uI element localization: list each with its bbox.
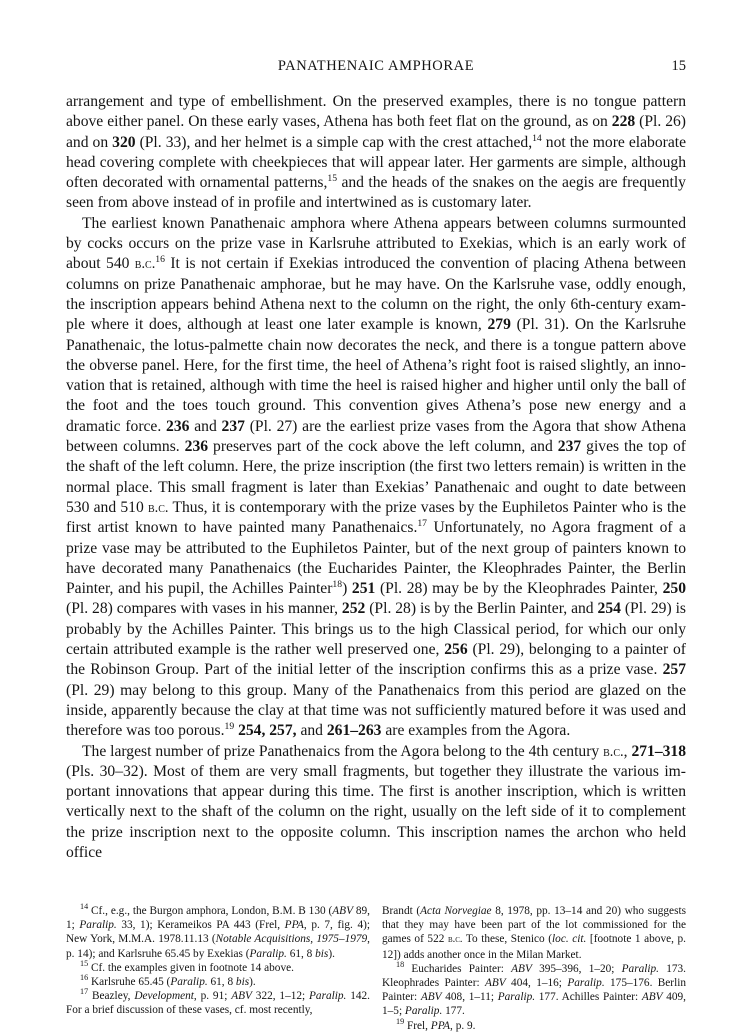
fn-text: 409, 1–5; xyxy=(382,991,686,1018)
text-run: (Pl. 27) are the earliest prize vases from the Agora that show Athena between columns. xyxy=(66,417,686,456)
fn-italic: ABV xyxy=(332,905,353,917)
text-run: (Pl. 29) may belong to this group. Many of the Panathenaics from this period are glazed on the inside, apparently because the clay at that time was not sufficiently matured before it was used and therefore was too porous. xyxy=(66,681,686,740)
catalogue-number: 271–318 xyxy=(631,742,687,760)
catalogue-number: 236 xyxy=(184,438,209,456)
fn-text: Beazley, xyxy=(88,990,135,1003)
fn-text: , p. 14); and Karlsruhe 65.45 by Exekias ( xyxy=(66,933,370,960)
catalogue-number: 257 xyxy=(662,661,686,679)
text-run: Thus, it is contemporary with the prize vases by the Euphiletos Painter who is the first artist known to have painted many Panathenaics. xyxy=(66,498,686,537)
fn-text: 404, 1–16; xyxy=(505,977,568,990)
fn-italic: Acta Norvegiae xyxy=(420,905,492,917)
fn-text: 61, 8 xyxy=(286,947,316,960)
fn-text: 33, 1); Kerameikos PA 443 (Frel, xyxy=(116,919,285,932)
fn-text: 177. Achilles Painter: xyxy=(535,991,642,1004)
text-run: (Pl. 28) compares with vases in his manner, xyxy=(66,600,342,618)
text-run: It is not certain if Exekias introduced the convention of placing Athena between columns on prize Panathenaic amphorae, but he may have. On the Karlsruhe vase, oddly enough, the inscription appears behind Athena next to the column on the right, the only 6th-century example where it does, although at least one later example is known, xyxy=(66,255,686,334)
catalogue-number: 254, 257, xyxy=(238,722,297,740)
fn-italic: Paralip. xyxy=(497,991,536,1004)
text-run: (Pl. 33), and her helmet is a simple cap with the crest attached, xyxy=(135,133,533,151)
text-run: , xyxy=(623,742,632,760)
text-run: Unfortunately, no Agora fragment of a prize vase may be attributed to the Euphiletos Painter, but of the next group of painters known to have decorated many Panathenaics (the Eucharides Painter, the Kleophrades Painter, the Berlin Painter, and his pupil, the Achilles Painter xyxy=(66,519,686,598)
footnote-number: 14 xyxy=(80,902,89,912)
fn-italic: Paralip. xyxy=(170,976,208,989)
fn-text: To these, Stenico ( xyxy=(462,933,553,946)
fn-text: Brandt ( xyxy=(382,905,421,917)
fn-italic: bis xyxy=(315,947,329,960)
fn-text: 177. xyxy=(442,1005,465,1018)
catalogue-number: 237 xyxy=(557,438,582,456)
fn-text: 322, 1–12; xyxy=(251,990,310,1003)
footnote-ref: 18 xyxy=(332,578,343,590)
footnote-14 xyxy=(66,904,370,961)
text-run: preserves part of the cock above the left column, and xyxy=(208,438,558,456)
fn-italic: loc. cit. xyxy=(552,933,587,946)
fn-italic: ABV xyxy=(484,977,506,990)
catalogue-number: 251 xyxy=(351,580,376,598)
era-abbrev: b.c. xyxy=(603,743,624,760)
footnote-18 xyxy=(382,962,686,1019)
paragraph-3 xyxy=(66,742,686,864)
era-abbrev: b.c. xyxy=(447,934,463,946)
footnote-column-right xyxy=(382,904,686,1033)
fn-text: ). xyxy=(328,947,335,960)
text-run: arrangement and type of embellishment. On the preserved examples, there is no tongue pattern above either panel. On these early vases, Athena has both feet flat on the ground, as on xyxy=(66,93,686,131)
catalogue-number: 236 xyxy=(166,417,190,435)
fn-italic: Paralip. xyxy=(404,1005,443,1018)
footnote-ref: 17 xyxy=(417,518,427,530)
text-run: The earliest known Panathenaic amphora where Athena appears between columns surmounted by cocks occurs on the prize vase in Karlsruhe attributed to Exekias, which is an early work of about 540 xyxy=(66,214,686,273)
text-run: and xyxy=(296,722,327,740)
fn-text: ). xyxy=(249,976,256,989)
body-text xyxy=(66,92,686,863)
footnote-17 xyxy=(66,989,370,1017)
fn-italic: ABV xyxy=(641,991,663,1004)
running-head xyxy=(66,58,686,78)
catalogue-number: 256 xyxy=(444,641,468,659)
fn-text: [footnote 1 above, p. 12]) adds another once in the Milan Market. xyxy=(382,933,686,961)
paragraph-1 xyxy=(66,92,686,214)
fn-text: Frel, xyxy=(404,1019,431,1032)
fn-italic: Paralip. xyxy=(309,990,347,1003)
footnote-19 xyxy=(382,1016,686,1033)
paragraph-2 xyxy=(66,214,686,742)
page-number: 15 xyxy=(671,58,686,74)
fn-text: , p. 7, fig. 4); New York, M.M.A. 1978.11.13 ( xyxy=(66,919,370,946)
fn-text: Cf. the examples given in footnote 14 above. xyxy=(88,961,294,974)
fn-italic: PPA xyxy=(284,919,304,932)
text-run: not the more elaborate head covering complete with cheekpieces that will appear later. Her garments are simple, although often decorated with ornamental patterns, xyxy=(66,133,686,192)
fn-italic: Paralip. xyxy=(79,919,117,932)
footnote-ref: 15 xyxy=(327,173,338,184)
catalogue-number: 250 xyxy=(662,580,686,598)
fn-italic: Paralip. xyxy=(567,977,605,990)
fn-text: Cf., e.g., the Burgon amphora, London, B.M. B 130 ( xyxy=(88,905,333,917)
text-run: are examples from the Agora. xyxy=(381,722,571,740)
footnote-ref: 16 xyxy=(155,254,165,266)
fn-italic: Paralip. xyxy=(249,947,287,960)
fn-text: Eucharides Painter: xyxy=(404,962,512,975)
fn-text: , p. 91; xyxy=(193,990,232,1003)
fn-italic: Paralip. xyxy=(621,962,659,975)
text-run: and xyxy=(189,417,222,435)
footnote-number: 16 xyxy=(80,973,89,983)
fn-text: 89, 1; xyxy=(66,905,370,932)
fn-text: 395–396, 1–20; xyxy=(531,962,622,975)
footnote-ref: 14 xyxy=(532,132,542,144)
fn-text: 142. For a brief discussion of these vases, cf. most recently, xyxy=(66,990,370,1017)
text-run: (Pl. 28) may be by the Kleophrades Painter, xyxy=(375,580,663,598)
fn-text: , p. 9. xyxy=(450,1019,476,1032)
catalogue-number: 252 xyxy=(341,600,366,618)
text-run: (Pl. 29), belonging to a painter of the Robinson Group. Part of the initial letter of the inscription confirms this as a prize vase. xyxy=(66,641,686,679)
era-abbrev: b.c. xyxy=(148,499,169,516)
footnote-16 xyxy=(66,975,370,989)
era-abbrev: b.c. xyxy=(134,256,156,273)
text-run: (Pl. 26) and on xyxy=(66,113,686,151)
footnote-17-continued xyxy=(382,904,686,962)
running-title: PANATHENAIC AMPHORAE xyxy=(277,58,475,74)
fn-text: Karlsruhe 65.45 ( xyxy=(88,976,171,989)
fn-italic: bis xyxy=(235,976,250,989)
footnote-number: 17 xyxy=(80,987,89,997)
catalogue-number: 320 xyxy=(112,133,136,151)
footnote-number: 19 xyxy=(396,1016,405,1026)
catalogue-number: 261–263 xyxy=(326,722,382,740)
text-run: and the heads of the snakes on the aegis are frequently seen from above instead of in profile and intertwined as is customary later. xyxy=(66,174,686,212)
catalogue-number: 228 xyxy=(611,113,636,131)
text-run: gives the top of the shaft of the left column. Here, the prize inscription (the first two letters remain) is written in the normal place. This small fragment is later than Exekias’ Panathenaic and ought to date between 530 and 510 xyxy=(66,438,686,516)
catalogue-number: 279 xyxy=(487,316,511,334)
text-run: (Pl. 31). On the Karlsruhe Panathenaic, the lotus-palmette chain now decorates the neck, and there is a tongue pattern above the obverse panel. Here, for the first time, the heel of Athena’s right foot is raised slightly, an innovation that is retained, although with time the heel is raised higher and higher until only the ball of the foot and the toes touch ground. This convention gives Athena’s pose new energy and a dramatic force. xyxy=(66,316,686,435)
fn-text: 173. Kleophrades Painter: xyxy=(382,962,687,990)
fn-italic: Development xyxy=(134,990,194,1003)
fn-italic: ABV xyxy=(420,991,442,1004)
fn-italic: Notable Acquisitions, 1975–1979 xyxy=(215,933,368,946)
text-run: (Pl. 29) is probably by the Achilles Painter. This brings us to the high Classical period, for which our only certain attributed example is the rather well preserved one, xyxy=(66,600,686,659)
text-run: ) xyxy=(342,580,352,598)
footnote-ref: 19 xyxy=(224,721,235,733)
fn-text: 175–176. Berlin Painter: xyxy=(382,977,686,1004)
footnote-number: 18 xyxy=(396,960,405,970)
catalogue-number: 254 xyxy=(597,600,621,618)
text-run: (Pls. 30–32). Most of them are very small fragments, but together they illustrate the various important innovations that appear during this time. The first is another inscription, which is written vertically next to the shaft of the column on the right, usually on the left side of it to complement the prize inscription next to the opposite column. This inscription names the archon who held office xyxy=(66,762,686,861)
fn-italic: ABV xyxy=(511,962,532,975)
fn-text: 8, 1978, pp. 13–14 and 20) who suggests that they may have been part of the lot commissioned for the games of 522 xyxy=(382,905,686,946)
text-run: (Pl. 28) is by the Berlin Painter, and xyxy=(365,600,598,618)
fn-text: 408, 1–11; xyxy=(441,991,498,1004)
fn-italic: ABV xyxy=(231,990,252,1003)
footnote-column-left xyxy=(66,904,370,1018)
footnote-number: 15 xyxy=(80,959,89,969)
fn-text: 61, 8 xyxy=(207,976,236,989)
text-run: The largest number of prize Panathenaics from the Agora belong to the 4th century xyxy=(82,742,604,760)
catalogue-number: 237 xyxy=(221,417,245,435)
fn-italic: PPA xyxy=(430,1019,451,1032)
footnote-15 xyxy=(66,961,370,975)
